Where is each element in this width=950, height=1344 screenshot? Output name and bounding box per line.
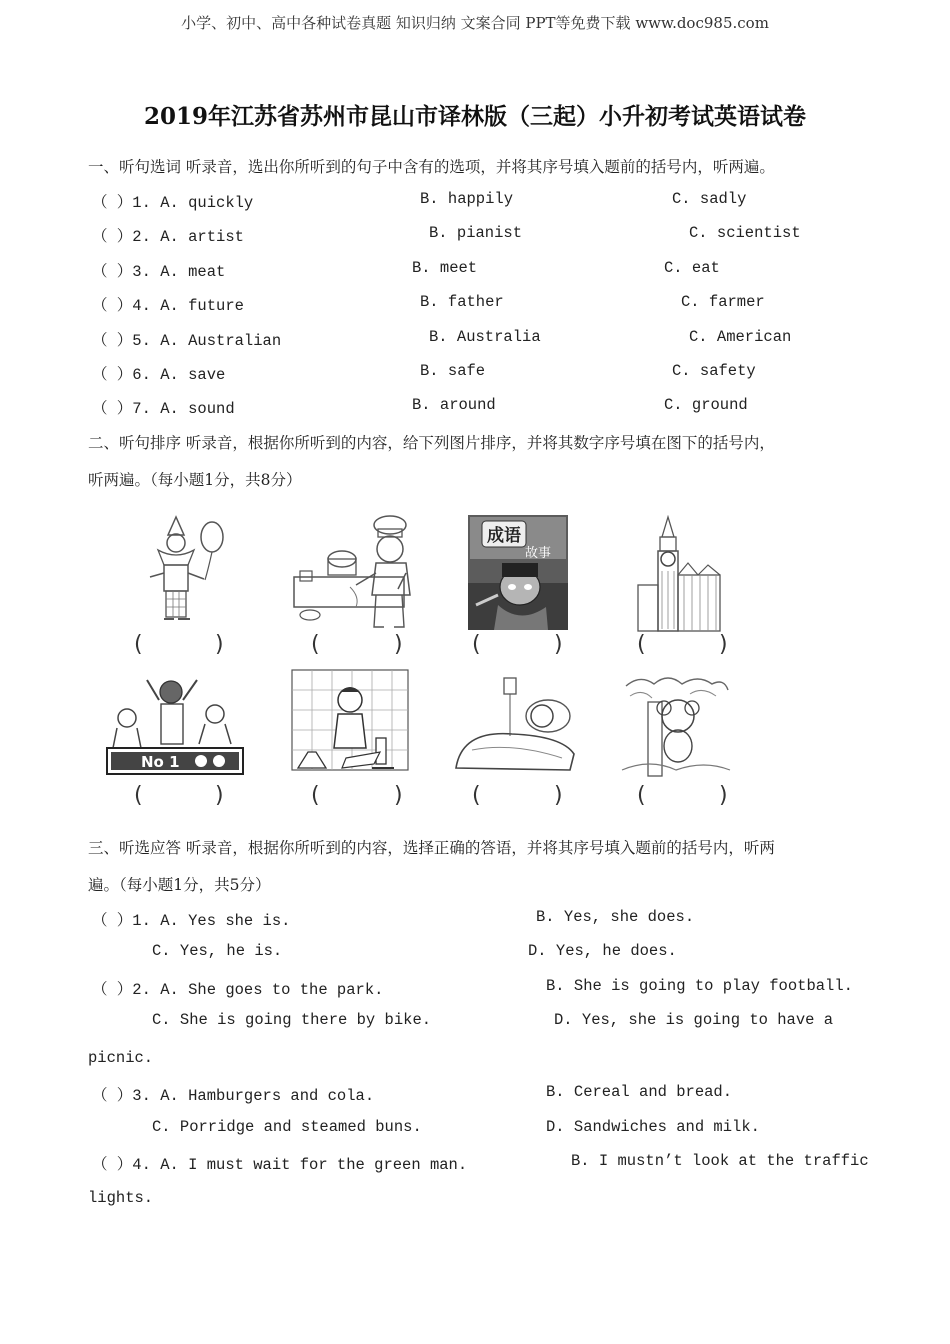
answer-paren-4-open: ( — [637, 632, 646, 657]
s3-q1-b: B. Yes, she does. — [536, 908, 695, 926]
banner-no1-text: No 1 — [141, 753, 180, 771]
answer-paren-2-open: ( — [311, 632, 320, 657]
s1-q7-c: C. ground — [664, 396, 748, 414]
section3-heading-line2: 遍。（每小题1分，共5分） — [88, 876, 271, 894]
answer-paren-4-close: ) — [719, 632, 728, 657]
s1-q4-b: B. father — [420, 293, 504, 311]
answer-paren-7-close: ) — [554, 783, 563, 808]
section3-heading-line1: 三、听选应答 听录音，根据你所听到的内容，选择正确的答语，并将其序号填入题前的括号内，听两 — [88, 839, 775, 857]
s3-q3-d: D. Sandwiches and milk. — [546, 1118, 760, 1136]
s3-q4-b: B. I mustn’t look at the traffic — [571, 1152, 869, 1170]
s1-q5-c: C. American — [689, 328, 792, 346]
s3-q1-c: C. Yes, he is. — [152, 942, 283, 960]
s1-q1-b: B. happily — [420, 190, 514, 208]
s3-q2-d-cont: picnic. — [88, 1049, 154, 1067]
cheering-children-icon — [105, 670, 245, 776]
s1-q5-b: B. Australia — [429, 328, 541, 346]
sick-child-in-bed-icon — [452, 676, 577, 776]
answer-paren-1-open: ( — [134, 632, 143, 657]
answer-paren-5-open: ( — [134, 783, 143, 808]
s3-q3-c: C. Porridge and steamed buns. — [152, 1118, 422, 1136]
s1-q2-c: C. scientist — [689, 224, 801, 242]
page-header: 小学、初中、高中各种试卷真题 知识归纳 文案合同 PPT等免费下载 www.doc985.com — [181, 14, 769, 32]
s3-q2-d: D. Yes, she is going to have a — [554, 1011, 834, 1029]
scientist-lab-icon — [290, 668, 410, 776]
idiom-caption-2: 故事 — [524, 546, 552, 561]
answer-paren-3-close: ) — [554, 632, 563, 657]
answer-paren-5-close: ) — [215, 783, 224, 808]
idiom-caption-1: 成语 — [487, 526, 521, 546]
s3-q4-b-cont: lights. — [88, 1189, 154, 1207]
answer-paren-6-open: ( — [311, 783, 320, 808]
s3-q4-a: （ ）4. A. I must wait for the green man. — [92, 1156, 468, 1174]
s1-q6-b: B. safe — [420, 362, 486, 380]
s1-q6-c: C. safety — [672, 362, 756, 380]
s1-q1-a: （ ）1. A. quickly — [92, 194, 254, 212]
big-ben-tower-icon — [632, 515, 727, 633]
answer-paren-2-close: ) — [394, 632, 403, 657]
s1-q6-a: （ ）6. A. save — [92, 366, 226, 384]
s1-q1-c: C. sadly — [672, 190, 747, 208]
s3-q1-a: （ ）1. A. Yes she is. — [92, 912, 291, 930]
s1-q2-a: （ ）2. A. artist — [92, 228, 244, 246]
s3-q3-a: （ ）3. A. Hamburgers and cola. — [92, 1087, 375, 1105]
idiom-story-book-icon — [468, 515, 568, 630]
answer-paren-8-open: ( — [637, 783, 646, 808]
answer-paren-6-close: ) — [394, 783, 403, 808]
section1-heading: 一、听句选词 听录音，选出你所听到的句子中含有的选项，并将其序号填入题前的括号内，听两遍。 — [88, 158, 775, 176]
s1-q4-c: C. farmer — [681, 293, 765, 311]
section2-heading-line2: 听两遍。（每小题1分，共8分） — [88, 471, 302, 489]
s1-q3-b: B. meet — [412, 259, 478, 277]
answer-paren-7-open: ( — [472, 783, 481, 808]
answer-paren-8-close: ) — [719, 783, 728, 808]
koala-in-tree-icon — [620, 672, 732, 778]
answer-paren-1-close: ) — [215, 632, 224, 657]
boy-chef-cooking-icon — [290, 515, 440, 633]
answer-paren-3-open: ( — [472, 632, 481, 657]
s1-q7-b: B. around — [412, 396, 496, 414]
section2-heading-line1: 二、听句排序 听录音，根据你所听到的内容，给下列图片排序，并将其数字序号填在图下的括号内， — [88, 434, 775, 452]
s1-q5-a: （ ）5. A. Australian — [92, 332, 282, 350]
s1-q3-a: （ ）3. A. meat — [92, 263, 226, 281]
clown-with-balloon-icon — [130, 515, 230, 630]
s1-q3-c: C. eat — [664, 259, 720, 277]
s3-q3-b: B. Cereal and bread. — [546, 1083, 733, 1101]
s3-q2-b: B. She is going to play football. — [546, 977, 853, 995]
s3-q2-c: C. She is going there by bike. — [152, 1011, 432, 1029]
s1-q7-a: （ ）7. A. sound — [92, 400, 235, 418]
s3-q2-a: （ ）2. A. She goes to the park. — [92, 981, 384, 999]
s3-q1-d: D. Yes, he does. — [528, 942, 677, 960]
exam-title: 2019年江苏省苏州市昆山市译林版（三起）小升初考试英语试卷 — [143, 103, 806, 130]
s1-q2-b: B. pianist — [429, 224, 523, 242]
s1-q4-a: （ ）4. A. future — [92, 297, 244, 315]
